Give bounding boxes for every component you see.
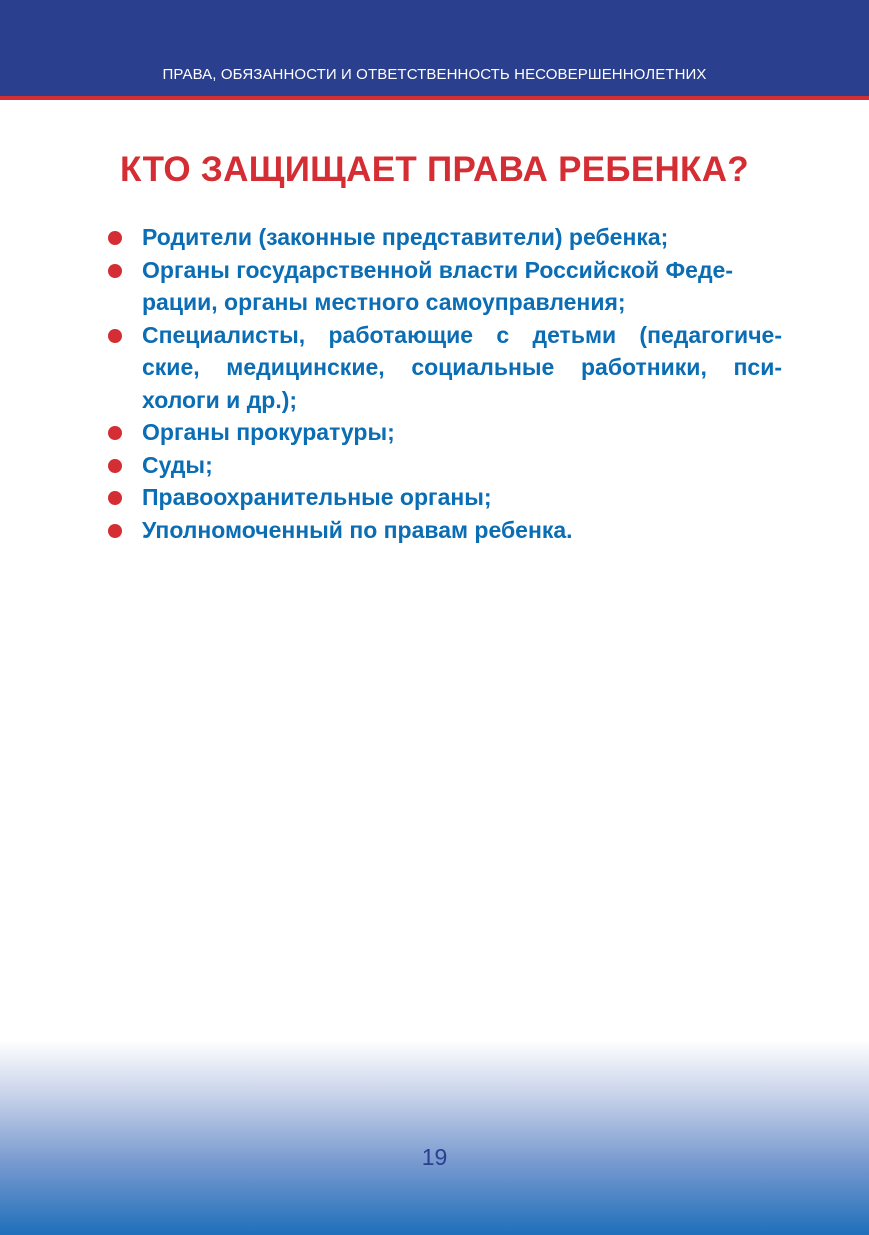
bullet-icon bbox=[108, 264, 122, 278]
bullet-icon bbox=[108, 459, 122, 473]
list-item bbox=[106, 221, 782, 254]
list-item bbox=[106, 514, 782, 547]
protectors-list bbox=[106, 221, 782, 546]
list-item-text: Правоохранительные органы; bbox=[142, 484, 492, 510]
list-item-text: Суды; bbox=[142, 451, 213, 478]
list-item bbox=[106, 449, 782, 482]
bullet-icon bbox=[108, 231, 122, 245]
list-item-text: Специалисты, работающие с детьми (педагогиче- bbox=[142, 321, 782, 348]
list-item-text: Уполномоченный по правам ребенка. bbox=[142, 516, 573, 543]
list-item bbox=[106, 319, 782, 417]
footer-gradient bbox=[0, 1040, 869, 1235]
page-number: 19 bbox=[421, 1144, 448, 1170]
list-item bbox=[106, 416, 782, 449]
bullet-icon bbox=[108, 491, 122, 505]
bullet-icon bbox=[108, 426, 122, 440]
list-item bbox=[106, 254, 782, 319]
list-item-text: хологи и др.); bbox=[142, 386, 298, 413]
list-item-text: Органы прокуратуры; bbox=[142, 419, 395, 445]
list-item bbox=[106, 481, 782, 514]
running-header: ПРАВА, ОБЯЗАННОСТИ И ОТВЕТСТВЕННОСТЬ НЕСОВЕРШЕННОЛЕТНИХ bbox=[162, 66, 707, 83]
header-red-rule bbox=[0, 96, 869, 100]
bullet-icon bbox=[108, 329, 122, 343]
list-item-text: Родители (законные представители) ребенка; bbox=[142, 224, 669, 250]
list-item-text: Органы государственной власти Российской Феде- bbox=[142, 256, 734, 283]
list-item-text: рации, органы местного самоуправления; bbox=[142, 289, 626, 315]
list-item-text: ские, медицинские, социальные работники, пси- bbox=[142, 354, 782, 380]
bullet-icon bbox=[108, 524, 122, 538]
page-title: КТО ЗАЩИЩАЕТ ПРАВА РЕБЕНКА? bbox=[120, 150, 749, 189]
